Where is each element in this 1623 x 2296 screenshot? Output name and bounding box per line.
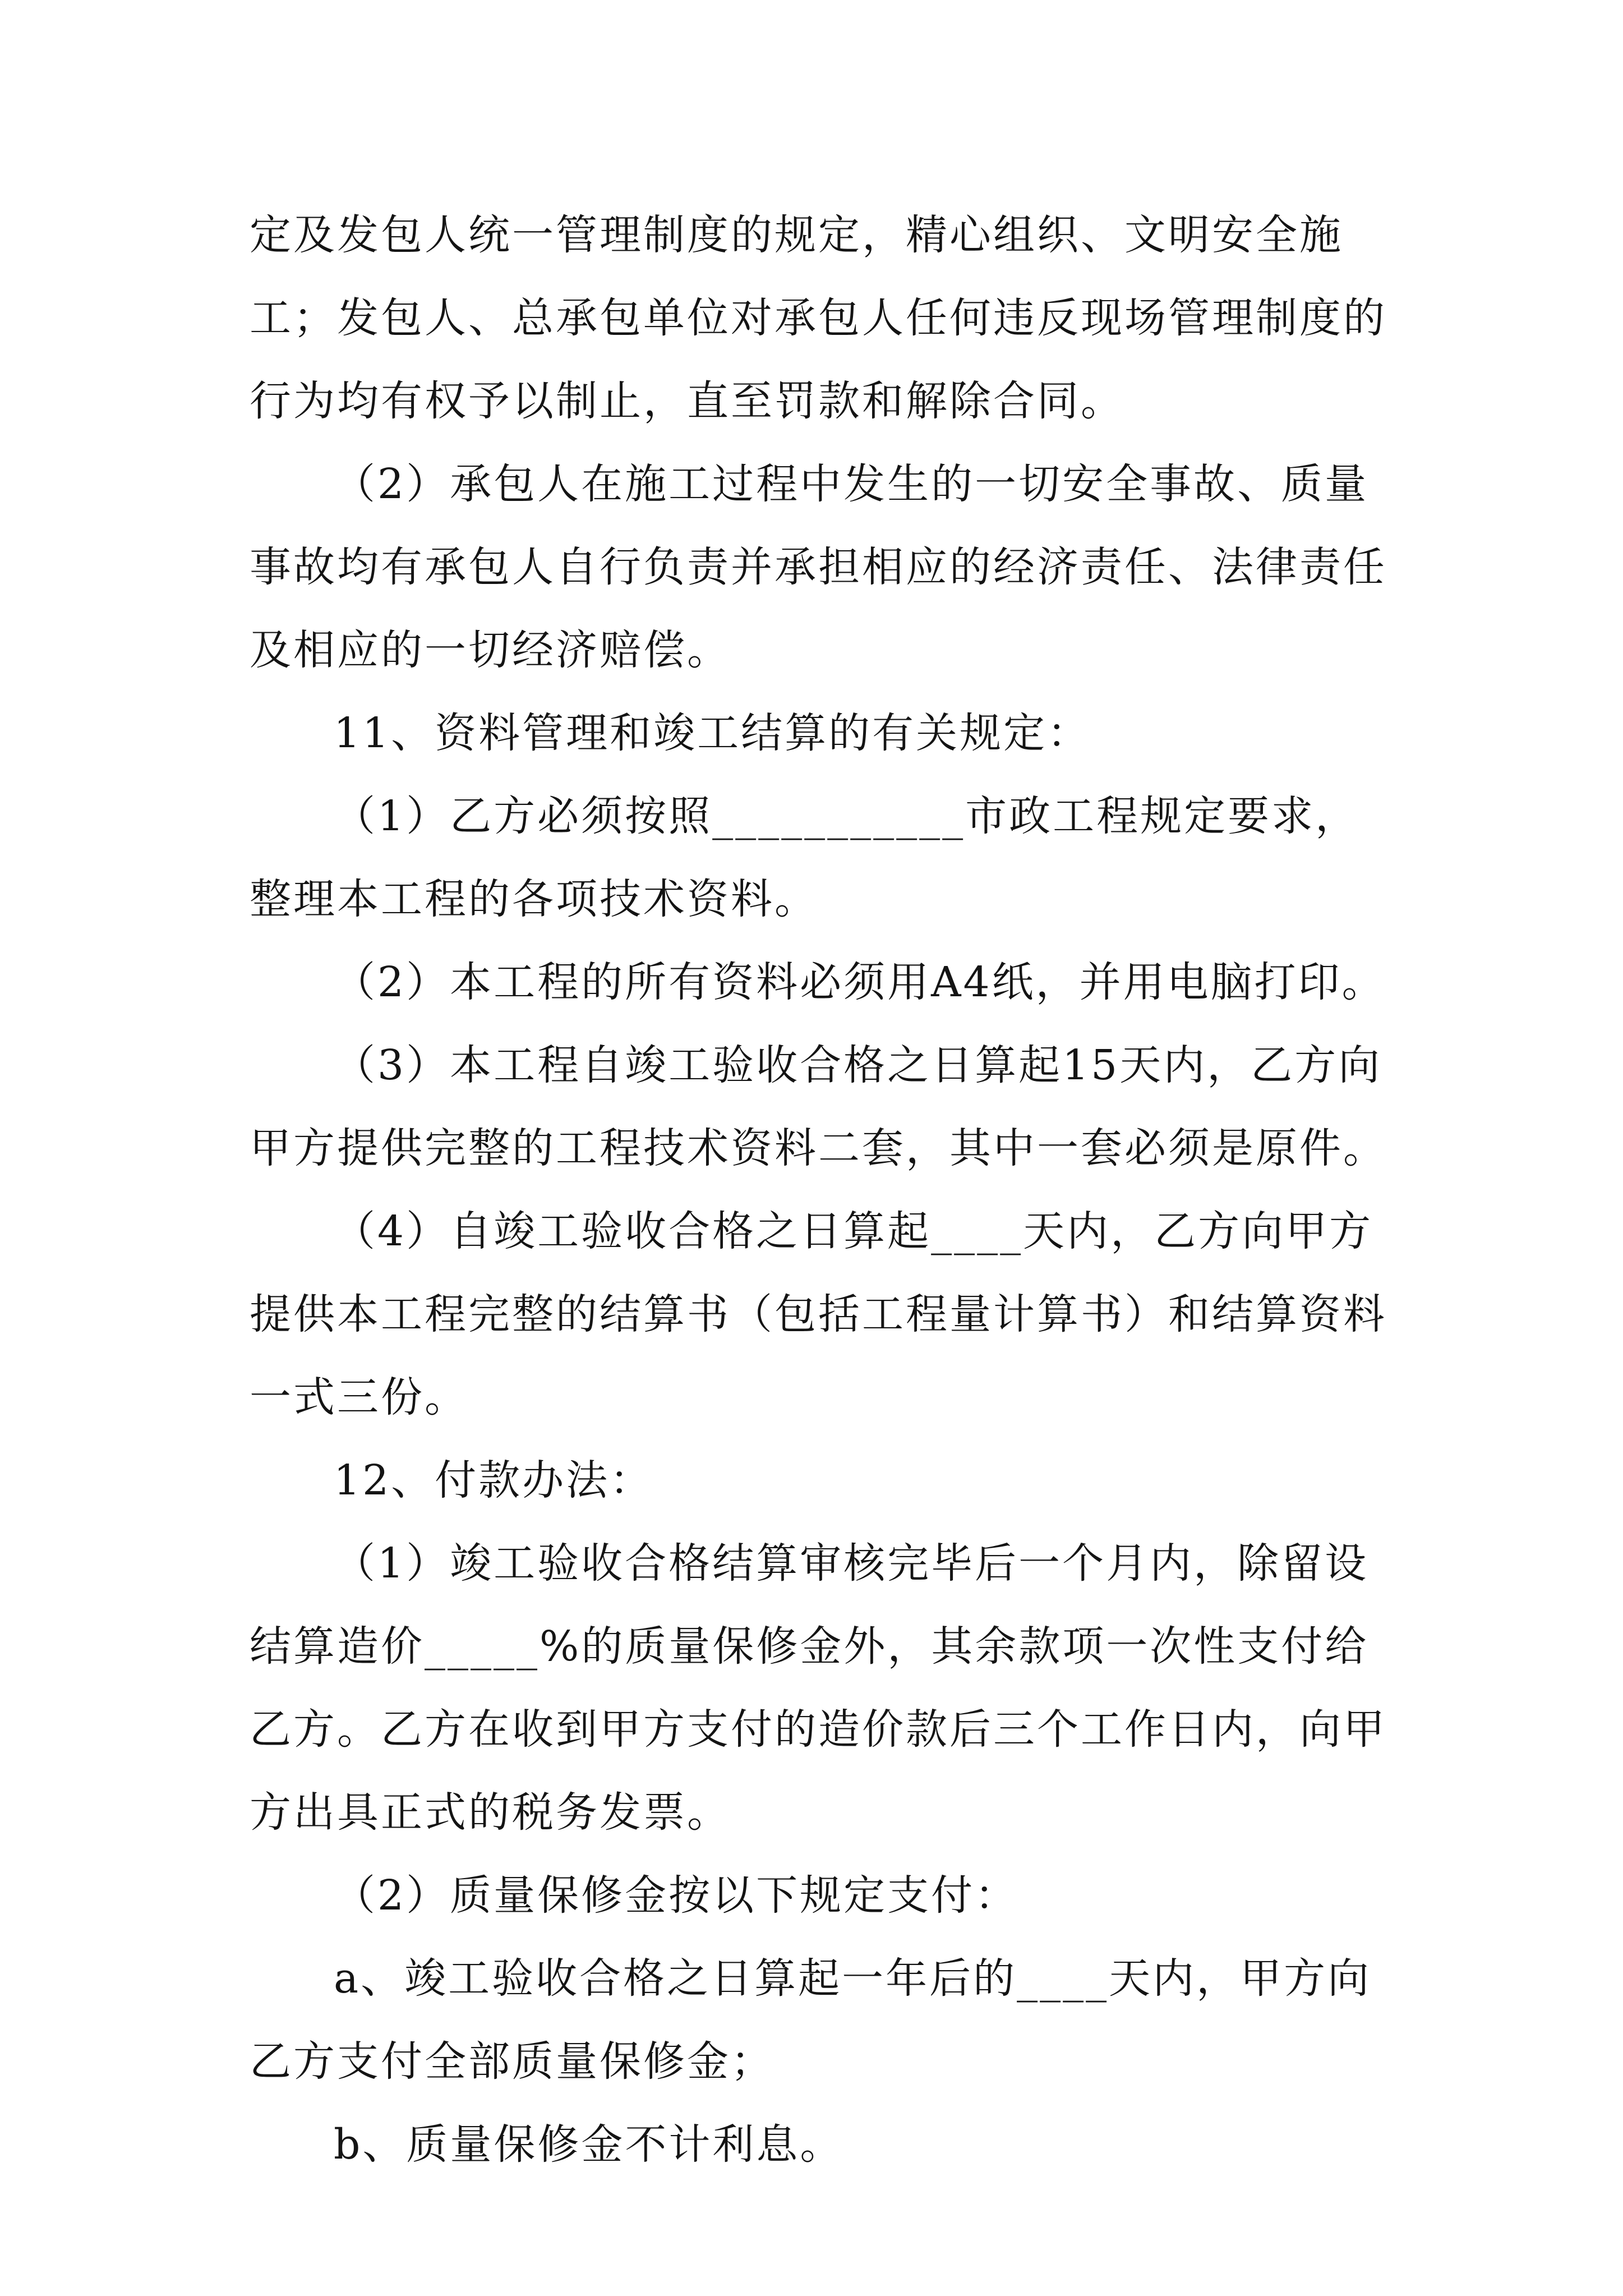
paragraph-11-2: （2）本工程的所有资料必须用A4纸，并用电脑打印。 bbox=[334, 958, 1386, 1006]
paragraph-11-4: （4）自竣工验收合格之日算起____天内，乙方向甲方提供本工程完整的结算书（包括工程量计算书）和结算资料一式三份。 bbox=[250, 1207, 1387, 1421]
section-heading-11: 11、资料管理和竣工结算的有关规定： bbox=[334, 709, 1091, 757]
paragraph-11-1: （1）乙方必须按照___________市政工程规定要求，整理本工程的各项技术资料。 bbox=[250, 792, 1359, 923]
paragraph-12-2: （2）质量保修金按以下规定支付： bbox=[334, 1871, 1019, 1920]
paragraph-12-2-a: a、竣工验收合格之日算起一年后的____天内，甲方向乙方支付全部质量保修金； bbox=[250, 1954, 1372, 2086]
paragraph-12-1: （1）竣工验收合格结算审核完毕后一个月内，除留设结算造价_____%的质量保修金外，其余款项一次性支付给乙方。乙方在收到甲方支付的造价款后三个工作日内，向甲方出具正式的税务发票。 bbox=[250, 1539, 1387, 1837]
section-heading-12: 12、付款办法： bbox=[334, 1456, 654, 1504]
document-body bbox=[250, 194, 1399, 2186]
paragraph-11-3: （3）本工程自竣工验收合格之日算起15天内，乙方向甲方提供完整的工程技术资料二套，其中一套必须是原件。 bbox=[250, 1041, 1387, 1172]
paragraph-12-2-b: b、质量保修金不计利息。 bbox=[334, 2120, 844, 2169]
paragraph-safety-liability: （2）承包人在施工过程中发生的一切安全事故、质量事故均有承包人自行负责并承担相应的经济责任、法律责任及相应的一切经济赔偿。 bbox=[250, 460, 1387, 674]
paragraph-site-management: 定及发包人统一管理制度的规定，精心组织、文明安全施工；发包人、总承包单位对承包人任何违反现场管理制度的行为均有权予以制止，直至罚款和解除合同。 bbox=[250, 211, 1387, 425]
